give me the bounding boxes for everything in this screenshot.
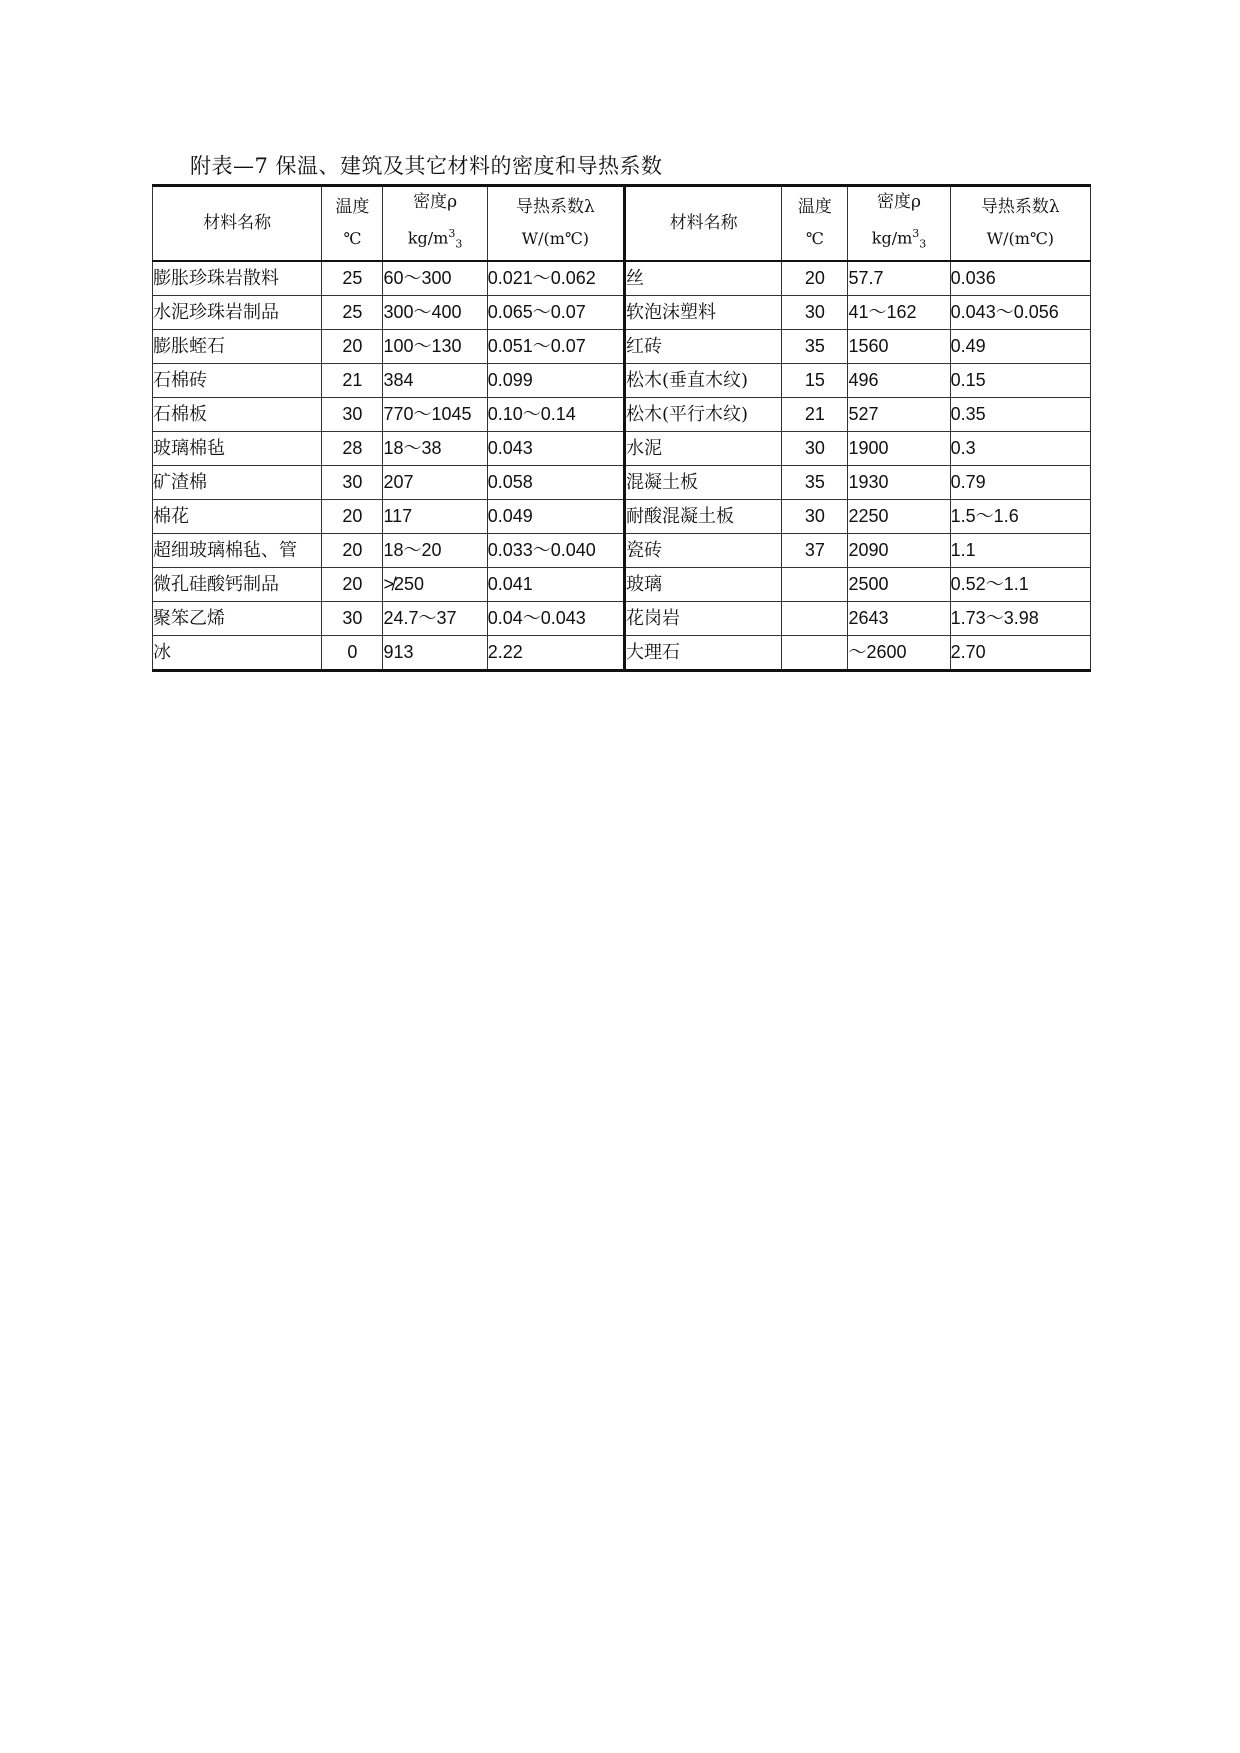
right-density: ～2600: [848, 635, 950, 670]
right-material-name: 松木(平行木纹): [624, 397, 781, 431]
left-conductivity: 0.041: [487, 567, 624, 601]
left-conductivity: 0.051～0.07: [487, 329, 624, 363]
right-temperature: 37: [782, 533, 848, 567]
density-unit-main: kg/m: [407, 228, 449, 248]
header-density-label: 密度ρ: [877, 192, 922, 212]
header-temperature-label: 温度: [335, 197, 370, 218]
right-density: 496: [848, 363, 950, 397]
right-conductivity: 0.043～0.056: [950, 295, 1090, 329]
left-material-name: 水泥珍珠岩制品: [153, 295, 322, 329]
right-conductivity: 2.70: [950, 635, 1090, 670]
left-material-name: 石棉板: [153, 397, 322, 431]
header-temperature-left: [322, 186, 383, 261]
header-conductivity-unit: W/(m℃): [521, 229, 590, 249]
right-conductivity: 0.036: [950, 261, 1090, 296]
right-density: 2643: [848, 601, 950, 635]
right-temperature: 35: [782, 465, 848, 499]
header-conductivity-unit: W/(m℃): [986, 229, 1055, 249]
right-material-name: 红砖: [624, 329, 781, 363]
left-material-name: 膨胀珍珠岩散料: [153, 261, 322, 296]
density-unit-main: kg/m: [871, 228, 913, 248]
header-conductivity-label: 导热系数λ: [980, 197, 1060, 218]
header-temperature-label: 温度: [797, 197, 832, 218]
left-temperature: 20: [322, 567, 383, 601]
table-row: [153, 533, 1091, 567]
header-temperature-unit: ℃: [343, 229, 362, 249]
left-density: ≯250: [383, 567, 487, 601]
header-density-label: 密度ρ: [413, 192, 458, 212]
left-temperature: 0: [322, 635, 383, 670]
right-temperature: [782, 601, 848, 635]
left-temperature: 20: [322, 499, 383, 533]
right-temperature: 21: [782, 397, 848, 431]
left-material-name: 聚笨乙烯: [153, 601, 322, 635]
table-body: [153, 261, 1091, 671]
right-temperature: 30: [782, 295, 848, 329]
right-temperature: 30: [782, 499, 848, 533]
right-temperature: 15: [782, 363, 848, 397]
table-row: [153, 295, 1091, 329]
left-conductivity: 0.099: [487, 363, 624, 397]
density-unit-sub: 3: [919, 237, 927, 251]
header-row: [153, 186, 1091, 261]
left-density: 60～300: [383, 261, 487, 296]
left-density: 117: [383, 499, 487, 533]
table-row: [153, 363, 1091, 397]
right-temperature: 30: [782, 431, 848, 465]
right-temperature: [782, 635, 848, 670]
right-material-name: 瓷砖: [624, 533, 781, 567]
left-conductivity: 0.058: [487, 465, 624, 499]
header-material-name-left: 材料名称: [153, 186, 322, 261]
right-conductivity: 1.73～3.98: [950, 601, 1090, 635]
right-density: 2250: [848, 499, 950, 533]
right-density: 527: [848, 397, 950, 431]
table-row: [153, 635, 1091, 670]
right-material-name: 玻璃: [624, 567, 781, 601]
right-density: 57.7: [848, 261, 950, 296]
left-temperature: 25: [322, 295, 383, 329]
right-density: 2090: [848, 533, 950, 567]
left-temperature: 30: [322, 601, 383, 635]
left-density: 384: [383, 363, 487, 397]
table-row: [153, 499, 1091, 533]
left-density: 207: [383, 465, 487, 499]
right-material-name: 花岗岩: [624, 601, 781, 635]
right-conductivity: 0.3: [950, 431, 1090, 465]
right-temperature: 35: [782, 329, 848, 363]
table-row: [153, 465, 1091, 499]
right-material-name: 混凝土板: [624, 465, 781, 499]
right-temperature: 20: [782, 261, 848, 296]
header-density-right: [848, 186, 950, 261]
left-material-name: 微孔硅酸钙制品: [153, 567, 322, 601]
right-material-name: 大理石: [624, 635, 781, 670]
left-density: 300～400: [383, 295, 487, 329]
left-density: 100～130: [383, 329, 487, 363]
left-conductivity: 0.049: [487, 499, 624, 533]
left-material-name: 石棉砖: [153, 363, 322, 397]
left-material-name: 棉花: [153, 499, 322, 533]
left-temperature: 20: [322, 533, 383, 567]
left-conductivity: 0.10～0.14: [487, 397, 624, 431]
header-conductivity-left: [487, 186, 624, 261]
right-material-name: 水泥: [624, 431, 781, 465]
right-density: 41～162: [848, 295, 950, 329]
left-density: 18～20: [383, 533, 487, 567]
header-density-left: [383, 186, 487, 261]
left-conductivity: 0.033～0.040: [487, 533, 624, 567]
table-row: [153, 397, 1091, 431]
header-density-unit: [383, 218, 486, 260]
right-density: 1900: [848, 431, 950, 465]
left-conductivity: 0.021～0.062: [487, 261, 624, 296]
left-conductivity: 0.04～0.043: [487, 601, 624, 635]
left-temperature: 20: [322, 329, 383, 363]
right-density: 2500: [848, 567, 950, 601]
left-conductivity: 0.043: [487, 431, 624, 465]
header-material-name-right: 材料名称: [624, 186, 781, 261]
density-unit-sup: 3: [912, 227, 920, 240]
right-material-name: 耐酸混凝土板: [624, 499, 781, 533]
table-row: [153, 431, 1091, 465]
left-temperature: 25: [322, 261, 383, 296]
right-conductivity: 1.5～1.6: [950, 499, 1090, 533]
left-conductivity: 0.065～0.07: [487, 295, 624, 329]
header-density-unit: [848, 218, 949, 260]
materials-table: [152, 184, 1091, 672]
left-material-name: 冰: [153, 635, 322, 670]
right-density: 1930: [848, 465, 950, 499]
left-material-name: 超细玻璃棉毡、管: [153, 533, 322, 567]
table-row: [153, 567, 1091, 601]
left-conductivity: 2.22: [487, 635, 624, 670]
table-row: [153, 329, 1091, 363]
page-title: 附表—7 保温、建筑及其它材料的密度和导热系数: [190, 154, 663, 178]
right-conductivity: 0.15: [950, 363, 1090, 397]
header-conductivity-label: 导热系数λ: [515, 197, 595, 218]
left-temperature: 21: [322, 363, 383, 397]
right-conductivity: 0.79: [950, 465, 1090, 499]
left-temperature: 28: [322, 431, 383, 465]
right-conductivity: 0.52～1.1: [950, 567, 1090, 601]
right-conductivity: 0.49: [950, 329, 1090, 363]
right-density: 1560: [848, 329, 950, 363]
header-temperature-unit: ℃: [805, 229, 824, 249]
table-row: [153, 261, 1091, 296]
right-conductivity: 0.35: [950, 397, 1090, 431]
left-material-name: 膨胀蛭石: [153, 329, 322, 363]
right-material-name: 软泡沫塑料: [624, 295, 781, 329]
header-conductivity-right: [950, 186, 1090, 261]
density-unit-sub: 3: [455, 237, 463, 251]
left-temperature: 30: [322, 397, 383, 431]
left-density: 18～38: [383, 431, 487, 465]
right-material-name: 丝: [624, 261, 781, 296]
right-temperature: [782, 567, 848, 601]
header-temperature-right: [782, 186, 848, 261]
left-density: 770～1045: [383, 397, 487, 431]
table-row: [153, 601, 1091, 635]
left-density: 913: [383, 635, 487, 670]
left-material-name: 玻璃棉毡: [153, 431, 322, 465]
right-conductivity: 1.1: [950, 533, 1090, 567]
right-material-name: 松木(垂直木纹): [624, 363, 781, 397]
density-unit-sup: 3: [448, 227, 456, 240]
left-temperature: 30: [322, 465, 383, 499]
left-density: 24.7～37: [383, 601, 487, 635]
left-material-name: 矿渣棉: [153, 465, 322, 499]
